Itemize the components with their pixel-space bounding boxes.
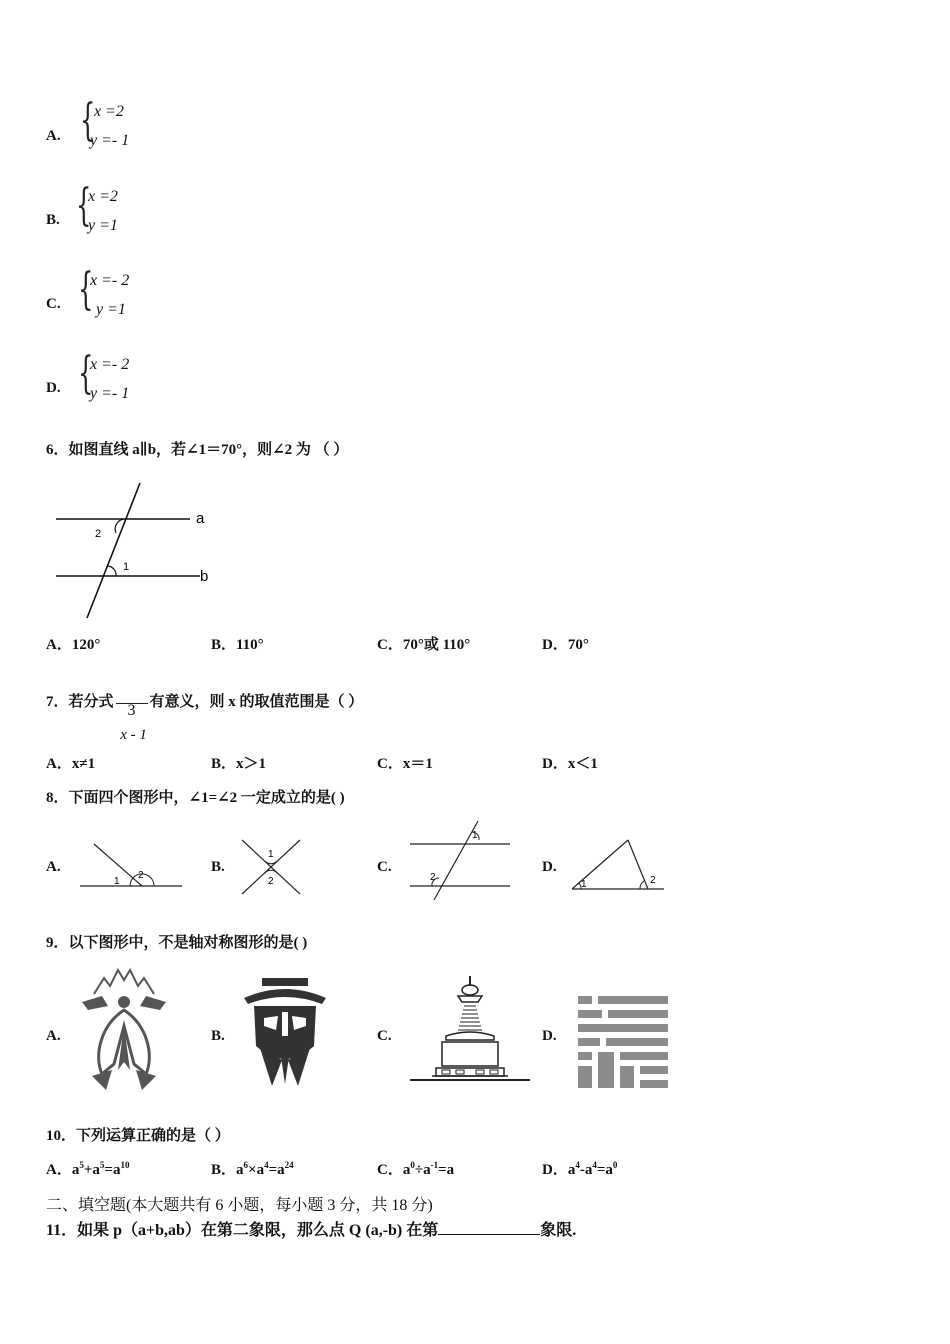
q8b-angle2: 2 (268, 876, 274, 887)
q10-b-p0: a (236, 1162, 244, 1178)
q5-option-d-eq1: x =- 2 (90, 356, 130, 373)
q10-c-p1: 0 (410, 1160, 415, 1170)
q10-d-p4: =a (596, 1162, 613, 1178)
q10-b-label: B． (211, 1162, 237, 1178)
q5-option-c-label: C. (46, 296, 61, 312)
q8-label-a: A. (46, 859, 61, 875)
q10-d-p0: a (567, 1162, 576, 1178)
q8d-angle1: 1 (581, 879, 587, 890)
q9-figure-c-pagoda (406, 974, 534, 1090)
q5-option-a-eq2: y =- 1 (90, 132, 130, 149)
q6-option-b: B．110° (211, 637, 264, 653)
q6-label-angle1: 1 (123, 561, 130, 573)
q10-d-p3: 4 (592, 1160, 597, 1170)
q7-numerator: 3 (127, 701, 136, 719)
q5-option-c-eq1: x =- 2 (90, 272, 130, 289)
q10-b-p5: 24 (284, 1160, 294, 1170)
q7-option-b: B．x＞1 (211, 756, 267, 772)
q10-question: 10．下列运算正确的是（ ） (46, 1128, 230, 1144)
q10-a-p0: a (71, 1162, 80, 1178)
q7-option-a: A．x≠1 (46, 756, 96, 772)
q6-label-angle2: 2 (95, 528, 102, 540)
q10-b-p1: 6 (243, 1160, 249, 1170)
q6-label-a: a (196, 510, 205, 527)
q5-option-b-eq2: y =1 (88, 217, 118, 234)
q11-answer-blank[interactable] (438, 1220, 540, 1235)
q9-question: 9．以下图形中，不是轴对称图形的是( ) (46, 935, 308, 951)
q8-figure-b (238, 836, 304, 898)
q10-c-p4: =a (438, 1162, 455, 1178)
q10-option-b (211, 1158, 294, 1179)
q10-option-c (377, 1158, 454, 1179)
q10-c-p0: a (402, 1162, 411, 1178)
q8-figure-a (76, 838, 186, 892)
q8d-angle2: 2 (650, 875, 656, 886)
q5-option-a-label: A. (46, 128, 61, 144)
q7-denominator: x - 1 (120, 726, 147, 743)
q5-option-d-eq2: y =- 1 (90, 385, 130, 402)
q10-b-p3: 4 (264, 1160, 269, 1170)
q10-d-label: D． (542, 1162, 568, 1178)
q10-c-p3: -1 (430, 1160, 439, 1170)
q6-transversal (87, 483, 140, 618)
q5-option-d-label: D. (46, 380, 61, 396)
q5-option-c-brace: { (78, 264, 94, 315)
q8-label-c: C. (377, 859, 392, 875)
q9-figure-d-maze-pattern (574, 994, 670, 1090)
q9-label-c: C. (377, 1028, 392, 1044)
q10-b-p2: ×a (248, 1162, 265, 1178)
q7-question (46, 672, 364, 743)
q11-question (46, 1217, 576, 1240)
q7-fraction-bar (116, 703, 148, 704)
q9-label-b: B. (211, 1028, 225, 1044)
q10-a-p1: 5 (79, 1160, 84, 1170)
q11-before: 11．如果 p（a+b,ab）在第二象限，那么点 Q (a,-b) 在第 (46, 1222, 439, 1239)
q10-a-p5: 10 (120, 1160, 130, 1170)
q6-label-b: b (200, 568, 209, 585)
q8-question: 8．下面四个图形中，∠1=∠2 一定成立的是( ) (46, 790, 345, 806)
q10-d-p5: 0 (612, 1160, 618, 1170)
q7-fraction (114, 683, 150, 743)
q8-label-b: B. (211, 859, 225, 875)
q10-c-p2: ÷a (414, 1162, 431, 1178)
q7-option-d: D．x＜1 (542, 756, 598, 772)
q9-label-a: A. (46, 1028, 61, 1044)
q5-option-d-brace: { (78, 348, 94, 399)
q10-b-p4: =a (268, 1162, 285, 1178)
q7-suffix: 有意义，则 x 的取值范围是（ ） (149, 694, 364, 710)
q10-d-p2: -a (579, 1162, 593, 1178)
q5-option-a-brace: { (80, 95, 96, 146)
q9-label-d: D. (542, 1028, 557, 1044)
q10-c-label: C． (377, 1162, 403, 1178)
section2-heading: 二、填空题(本大题共有 6 小题，每小题 3 分，共 18 分) (46, 1197, 433, 1214)
q5-option-a-eq1: x =2 (94, 103, 124, 120)
q10-option-a (46, 1158, 129, 1179)
q10-a-p2: +a (83, 1162, 100, 1178)
q6-figure-parallel-lines (50, 478, 220, 623)
q8b-angle1: 1 (268, 849, 274, 860)
q5-option-b-eq1: x =2 (88, 188, 118, 205)
q6-option-a: A．120° (46, 637, 101, 653)
q8a-angle2: 2 (138, 870, 144, 881)
q8c-angle2: 2 (430, 872, 436, 883)
q6-question: 6．如图直线 a∥b，若∠1＝70°，则∠2 为 （ ） (46, 442, 349, 458)
q10-a-label: A． (46, 1162, 72, 1178)
q10-d-p1: 4 (575, 1160, 580, 1170)
q8a-angle1: 1 (114, 876, 120, 887)
q9-figure-b-opera-mask (242, 976, 328, 1088)
q7-prefix: 7．若分式 (46, 694, 114, 710)
q8-figure-c (406, 818, 514, 902)
q11-after: 象限. (540, 1222, 577, 1239)
q8-label-d: D. (542, 859, 557, 875)
q10-a-p4: =a (104, 1162, 121, 1178)
q8-figure-d (568, 836, 668, 894)
q5-option-b-brace: { (76, 180, 92, 231)
q6-option-d: D．70° (542, 637, 589, 653)
q6-option-c: C．70°或 110° (377, 637, 471, 653)
q7-option-c: C．x＝1 (377, 756, 433, 772)
q10-option-d (542, 1158, 617, 1179)
q6-angle1-arc (107, 566, 116, 576)
q10-a-p3: 5 (99, 1160, 105, 1170)
q5-option-c-eq2: y =1 (96, 301, 126, 318)
q9-figure-a-totem (78, 966, 170, 1092)
q5-option-b-label: B. (46, 212, 60, 228)
q8c-angle1: 1 (472, 830, 478, 841)
